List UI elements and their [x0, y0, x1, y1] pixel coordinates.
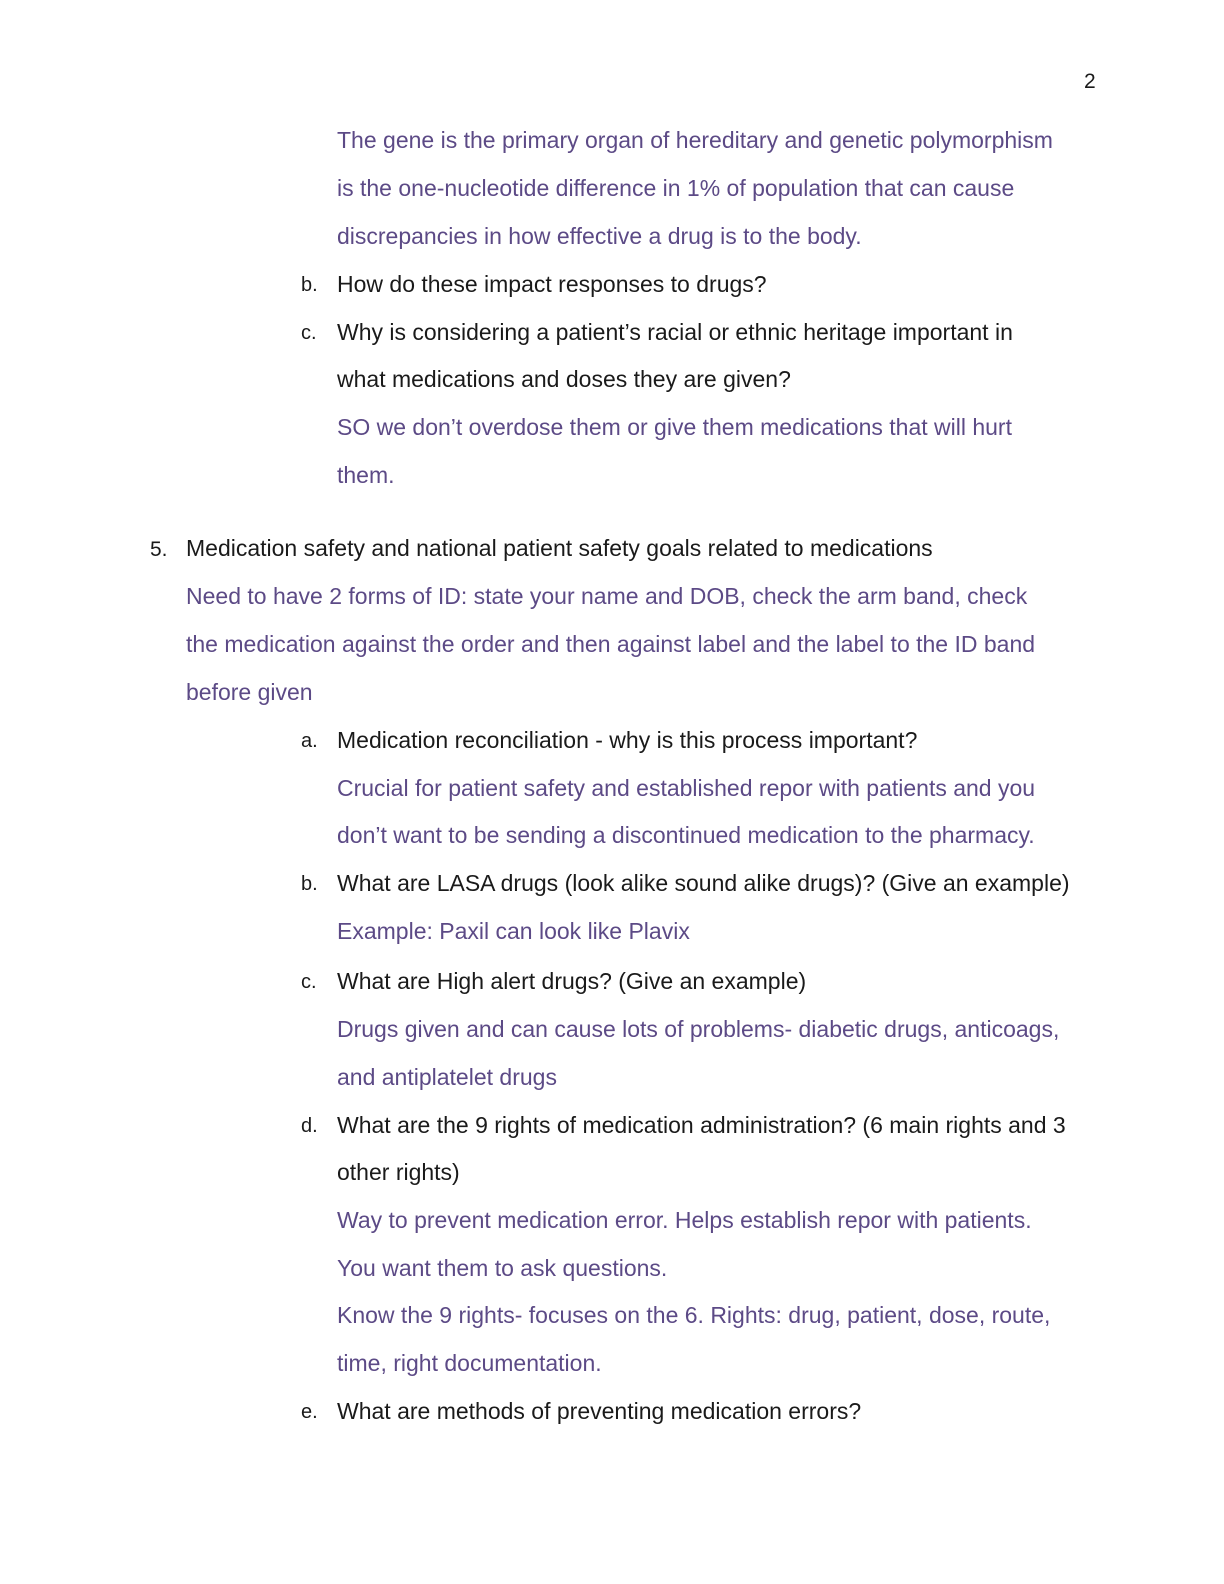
answer-line: discrepancies in how effective a drug is to the body.	[337, 223, 862, 249]
list-marker: 5.	[150, 538, 168, 561]
answer-line: don’t want to be sending a discontinued medication to the pharmacy.	[337, 822, 1035, 848]
list-marker: c.	[301, 971, 317, 993]
question-line: Medication safety and national patient safety goals related to medications	[186, 535, 933, 561]
question-line: How do these impact responses to drugs?	[337, 271, 767, 297]
answer-line: and antiplatelet drugs	[337, 1064, 557, 1090]
answer-line: Way to prevent medication error. Helps establish repor with patients.	[337, 1207, 1032, 1233]
question-line: What are the 9 rights of medication administration? (6 main rights and 3	[337, 1112, 1066, 1138]
answer-line: Need to have 2 forms of ID: state your name and DOB, check the arm band, check	[186, 583, 1028, 609]
answer-line: SO we don’t overdose them or give them medications that will hurt	[337, 414, 1012, 440]
question-line: Why is considering a patient’s racial or ethnic heritage important in	[337, 319, 1013, 345]
list-marker: b.	[301, 873, 318, 895]
answer-line: is the one-nucleotide difference in 1% of population that can cause	[337, 175, 1015, 201]
question-line: Medication reconciliation - why is this process important?	[337, 727, 918, 753]
answer-line: Crucial for patient safety and established repor with patients and you	[337, 775, 1036, 801]
question-line: what medications and doses they are given?	[337, 366, 791, 392]
answer-line: You want them to ask questions.	[337, 1255, 668, 1281]
answer-line: them.	[337, 462, 395, 488]
list-marker: a.	[301, 730, 318, 752]
question-line: What are LASA drugs (look alike sound alike drugs)? (Give an example)	[337, 870, 1070, 896]
answer-line: time, right documentation.	[337, 1350, 602, 1376]
answer-line: Know the 9 rights- focuses on the 6. Rights: drug, patient, dose, route,	[337, 1302, 1051, 1328]
list-marker: b.	[301, 274, 318, 296]
question-line: What are methods of preventing medication errors?	[337, 1398, 862, 1424]
question-line: other rights)	[337, 1159, 460, 1185]
answer-line: the medication against the order and then against label and the label to the ID band	[186, 631, 1036, 657]
answer-line: The gene is the primary organ of hereditary and genetic polymorphism	[337, 127, 1053, 153]
answer-line: before given	[186, 679, 313, 705]
list-marker: c.	[301, 322, 317, 344]
list-marker: e.	[301, 1401, 318, 1423]
question-line: What are High alert drugs? (Give an example)	[337, 968, 807, 994]
page-number: 2	[1084, 70, 1096, 93]
answer-line: Drugs given and can cause lots of problems- diabetic drugs, anticoags,	[337, 1016, 1060, 1042]
list-marker: d.	[301, 1115, 318, 1137]
answer-line: Example: Paxil can look like Plavix	[337, 918, 690, 944]
